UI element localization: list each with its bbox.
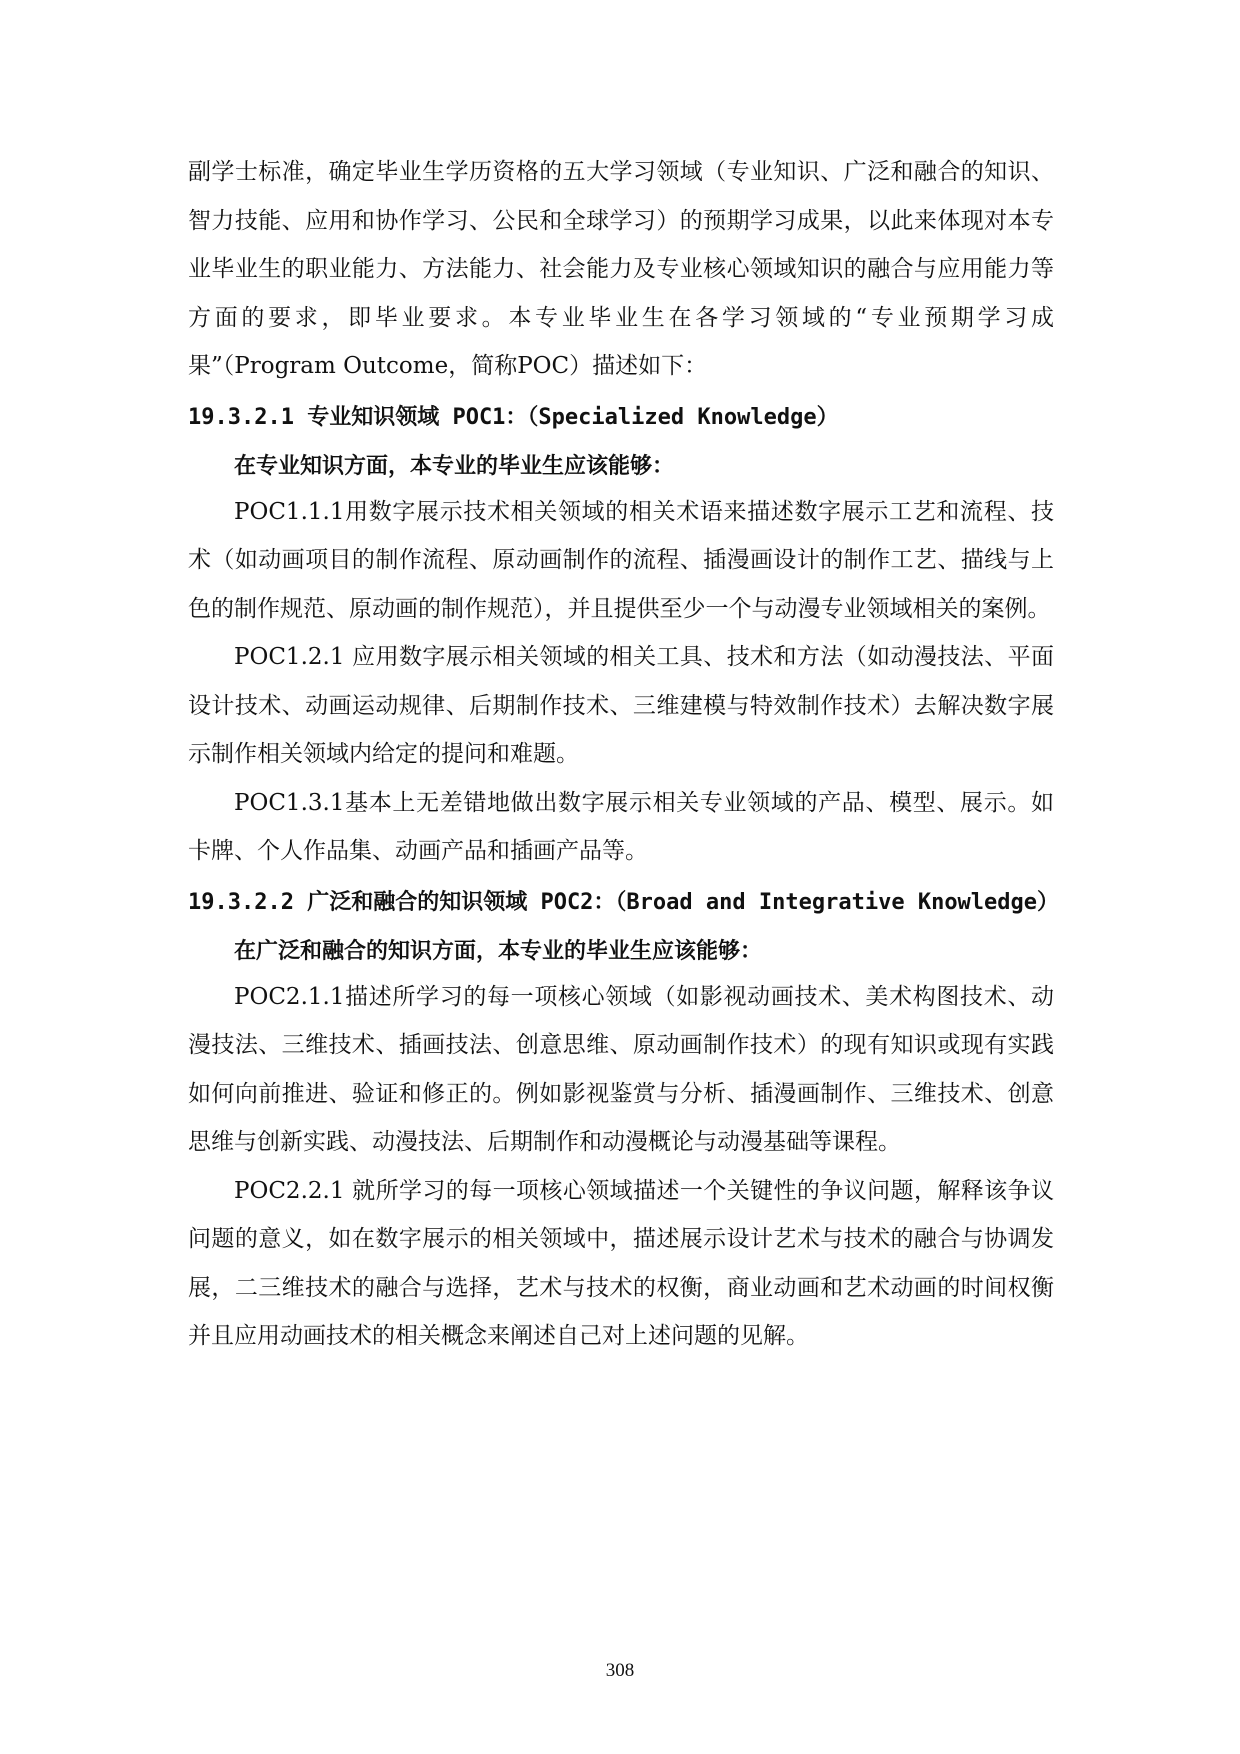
page-content — [188, 148, 1060, 1361]
paragraph-poc1-3-1: POC1.3.1基本上无差错地做出数字展示相关专业领域的产品、模型、展示。如卡牌、个人作品集、动画产品和插画产品等。 — [188, 789, 1054, 864]
paragraph-poc1-2-1: POC1.2.1 应用数字展示相关领域的相关工具、技术和方法（如动漫技法、平面设计技术、动画运动规律、后期制作技术、三维建模与特效制作技术）去解决数字展示制作相关领域内给定的提问和难题。 — [188, 644, 1054, 767]
page-number: 308 — [605, 1660, 635, 1681]
paragraph-poc2-2-1: POC2.2.1 就所学习的每一项核心领域描述一个关键性的争议问题，解释该争议问题的意义，如在数字展示的相关领域中，描述展示设计艺术与技术的融合与协调发展，二三维技术的融合与选择，艺术与技术的权衡，商业动画和艺术动画的时间权衡并且应用动画技术的相关概念来阐述自己对上述问题的见解。 — [188, 1177, 1054, 1349]
section-heading-poc1: 19.3.2.1 专业知识领域 POC1：（Specialized Knowledge） — [188, 404, 839, 430]
paragraph-poc2-1-1: POC2.1.1描述所学习的每一项核心领域（如影视动画技术、美术构图技术、动漫技法、三维技术、插画技法、创意思维、原动画制作技术）的现有知识或现有实践如何向前推进、验证和修正的。例如影视鉴赏与分析、插漫画制作、三维技术、创意思维与创新实践、动漫技法、后期制作和动漫概论与动漫基础等课程。 — [188, 983, 1054, 1155]
section-lead-poc2: 在广泛和融合的知识方面，本专业的毕业生应该能够： — [234, 938, 763, 964]
paragraph-poc1-1-1: POC1.1.1用数字展示技术相关领域的相关术语来描述数字展示工艺和流程、技术（如动画项目的制作流程、原动画制作的流程、插漫画设计的制作工艺、描线与上色的制作规范、原动画的制作规范），并且提供至少一个与动漫专业领域相关的案例。 — [188, 498, 1054, 622]
intro-paragraph: 副学士标准，确定毕业生学历资格的五大学习领域（专业知识、广泛和融合的知识、智力技能、应用和协作学习、公民和全球学习）的预期学习成果，以此来体现对本专业毕业生的职业能力、方法能力、社会能力及专业核心领域知识的融合与应用能力等方面的要求，即毕业要求。本专业毕业生在各学习领域的“专业预期学习成果”（Program Outcome，简称POC）描述如下： — [188, 159, 1054, 379]
section-heading-poc2: 19.3.2.2 广泛和融合的知识领域 POC2：（Broad and Integrative Knowledge） — [188, 889, 1060, 915]
section-lead-poc1: 在专业知识方面，本专业的毕业生应该能够： — [234, 453, 675, 479]
